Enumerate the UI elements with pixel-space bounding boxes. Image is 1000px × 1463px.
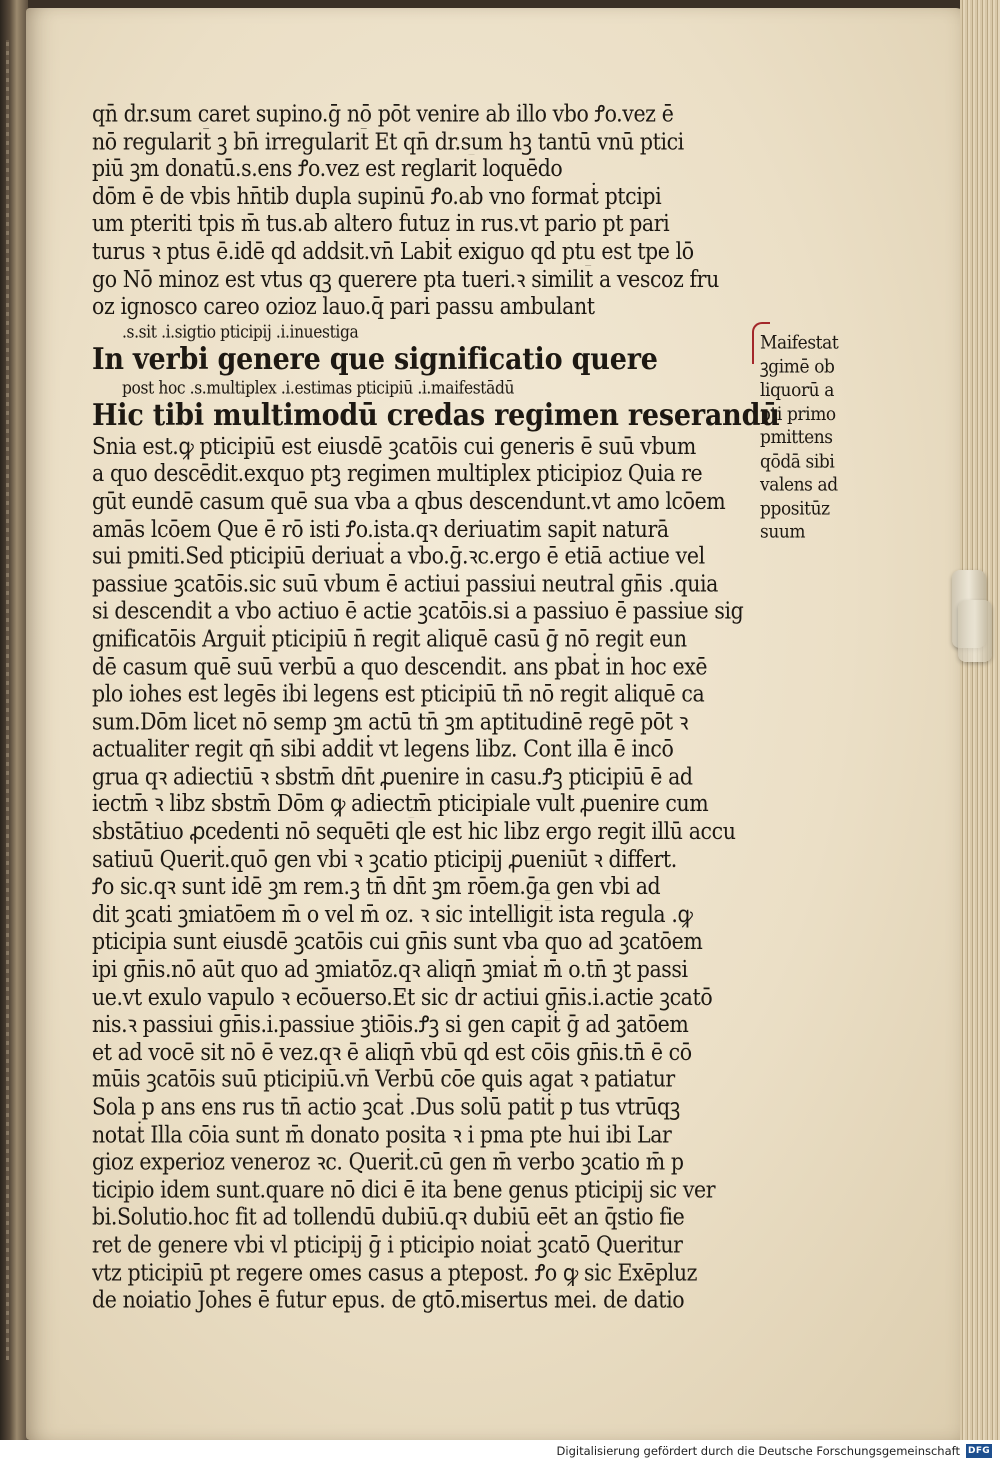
- verse-line-1: In verbi genere que significatio quere: [92, 341, 658, 377]
- text-line: et ad vocē sit nō ē vez.qꝛ ē aliqn̄ vbū qd est cōis gn̄is.tn̄ ē cō: [92, 1038, 692, 1066]
- text-line: sum.Dōm licet nō semp ꝫm actū tn̄ ꝫm aptitudinē regē pōt ꝛ: [92, 707, 689, 735]
- text-line: oz ignosco careo ozioz lauo.q̄ pari passu ambulant: [92, 292, 595, 320]
- text-line: gioz experioz veneroz ꝛc. Queriṫ.cū gen m̄ verbo ꝫcatio m̄ p: [92, 1148, 684, 1176]
- text-line: pticipia sunt eiusdē ꝫcatōis cui gn̄is sunt vba quo ad ꝫcatōem: [92, 928, 703, 956]
- text-line: Snia est.ꝙ pticipiū est eiusdē ꝫcatōis cui generis ē suū vbum: [92, 432, 696, 460]
- text-line: Sola p ans ens rus tn̄ actio ꝫcaṫ .Dus solū patiṫ p tus vtrūqꝫ: [92, 1093, 680, 1121]
- marginal-line: valens ad: [760, 473, 838, 496]
- marginal-line: pti primo: [760, 402, 836, 425]
- text-line: dit ꝫcati ꝫmiatōem m̄ o vel m̄ oz. ꝛ sic intelligit̄ ista regula .ꝙ: [92, 900, 693, 928]
- text-line: a quo descēdit.exquo ptꝫ regimen multiplex pticipioz Quia re: [92, 459, 703, 487]
- text-line: gūt eundē casum quē sua vba a qbus descendunt.vt amo lcōem: [92, 487, 726, 515]
- commentary-part-2: [92, 432, 752, 1313]
- text-line: sui pmiti.Sed pticipiū deriuaṫ a vbo.ḡ.ꝛc.ergo ē etiā actiue vel: [92, 542, 705, 570]
- text-line: nis.ꝛ passiui gn̄is.i.passiue ꝫtiōis.Ꝭꝫ si gen capiṫ ḡ ad ꝫatōem: [92, 1010, 689, 1038]
- text-line: si descendit a vbo actiuo ē actie ꝫcatōis.si a passiuo ē passiue sig: [92, 597, 744, 625]
- page-block-edge: [960, 0, 1000, 1440]
- marginal-line: liquorū a: [760, 379, 834, 402]
- text-line: Ꝭo sic.qꝛ sunt idē ꝫm rem.ꝫ tn̄ dn̄t ꝫm rōem.ḡa gen vbi ad: [92, 873, 661, 900]
- text-line: passiue ꝫcatōis.sic suū vbum ē actiui passiui neutral gn̄is .quia: [92, 570, 718, 597]
- text-line: ticipio idem sunt.quare nō dici ē ita bene genus pticipij sic ver: [92, 1176, 716, 1203]
- marginal-line: pmittens: [760, 426, 833, 449]
- text-line: um pteriti tpis m̄ tus.ab altero futuz in rus.vt pario pt pari: [92, 210, 670, 238]
- dfg-logo: DFG: [966, 1444, 992, 1458]
- marginal-line: suum: [760, 521, 806, 544]
- text-line: actualiter regit qn̄ sibi addiṫ vt legens libz. Cont illa ē incō: [92, 735, 674, 763]
- marginal-note: [760, 332, 880, 545]
- text-line: go Nō minoz est vtus qꝫ querere pta tueri.ꝛ similit̄ a vescoz fru: [92, 265, 719, 293]
- text-line: gnificatōis Arguiṫ pticipiū n̄ regit aliquē casū ḡ nō regit eun: [92, 625, 687, 653]
- text-line: nō regularit̄ ꝫ bn̄ irregularit̄ Et qn̄ dr.sum hꝫ tantū vnū ptici: [92, 127, 684, 155]
- text-line: ipi gn̄is.nō aūt quo ad ꝫmiatōz.qꝛ aliqn̄ ꝫmiaṫ m̄ o.tn̄ ꝫt passi: [92, 955, 688, 983]
- text-line: turus ꝛ ptus ē.idē qd addsit.vn̄ Labiṫ exiguo qd ptu est tpe lō: [92, 237, 694, 265]
- text-line: plo iohes est legēs ibi legens est pticipiū tn̄ nō regit aliquē ca: [92, 680, 705, 708]
- marginal-line: ꝫgimē ob: [760, 355, 835, 378]
- previous-leaf-edge: [0, 0, 28, 1440]
- text-line: sbstātiuo ꝓcedenti nō sequēti ql̄e est hic libz ergo regit illū accu: [92, 817, 736, 845]
- text-line: vtz pticipiū pt regere omes casus a ptepost. Ꝭo ꝙ sic Exēpluz: [92, 1258, 698, 1286]
- text-line: dōm ē de vbis hn̄tib dupla supinū Ꝭo.ab vno formaṫ ptcipi: [92, 182, 662, 210]
- clasp-strap-lower: [958, 600, 992, 662]
- marginal-line: Maifestat: [760, 332, 839, 354]
- text-line: grua qꝛ adiectiū ꝛ sbstm̄ dn̄t ꝓuenire in casu.Ꝭꝫ pticipiū ē ad: [92, 762, 693, 790]
- interlinear-gloss-1: .s.sit .i.sigtio pticipij .i.inuestiga: [122, 321, 359, 342]
- text-line: qn̄ dr.sum caret supino.ḡ nō pōt venire ab illo vbo Ꝭo.vez ē: [92, 100, 674, 127]
- commentary-part-1: [92, 100, 752, 320]
- text-line: amās lcōem Que ē rō isti Ꝭo.ista.qꝛ deriuatim sapit naturā: [92, 514, 669, 542]
- main-text-block: [92, 100, 780, 1314]
- footer-credit: Digitalisierung gefördert durch die Deutsche Forschungsgemeinschaft: [556, 1444, 960, 1458]
- marginal-line: ppositūz: [760, 497, 830, 520]
- text-line: ret de genere vbi vl pticipij ḡ i pticipio noiaṫ ꝫcatō Queritur: [92, 1231, 683, 1259]
- text-line: de noiatio Johes ē futur epus. de gtō.misertus mei. de datio: [92, 1286, 685, 1314]
- text-line: dē casum quē suū verbū a quo descendit. ans pbaṫ in hoc exē: [92, 652, 708, 680]
- text-line: bi.Solutio.hoc fit ad tollendū dubiū.qꝛ dubiū eēt an q̄stio fie: [92, 1203, 685, 1231]
- interlinear-gloss-2: post hoc .s.multiplex .i.estimas pticipiū .i.maifestādū: [122, 377, 515, 398]
- marginal-line: qōdā sibi: [760, 450, 835, 473]
- verse-line-2: Hic tibi multimodū credas regimen reserandū: [92, 397, 780, 433]
- text-line: notaṫ Illa cōia sunt m̄ donato posita ꝛ i pma pte hui ibi Lar: [92, 1120, 672, 1148]
- footer-bar: [0, 1440, 1000, 1463]
- text-line: ue.vt exulo vapulo ꝛ ecōuerso.Et sic dr actiui gn̄is.i.actie ꝫcatō: [92, 983, 713, 1011]
- text-line: piū ꝫm donatū.s.ens Ꝭo.vez est reglarit̄ loquēdo: [92, 155, 563, 182]
- text-line: iectm̄ ꝛ libz sbstm̄ Dōm ꝙ adiectm̄ pticipiale vult ꝓuenire cum: [92, 790, 709, 818]
- text-line: satiuū Queriṫ.quō gen vbi ꝛ ꝫcatio pticipij ꝓueniūt ꝛ differt.: [92, 845, 677, 873]
- text-line: mūis ꝫcatōis suū pticipiū.vn̄ Verbū cōe ꝗuis agat ꝛ patiatur: [92, 1065, 675, 1093]
